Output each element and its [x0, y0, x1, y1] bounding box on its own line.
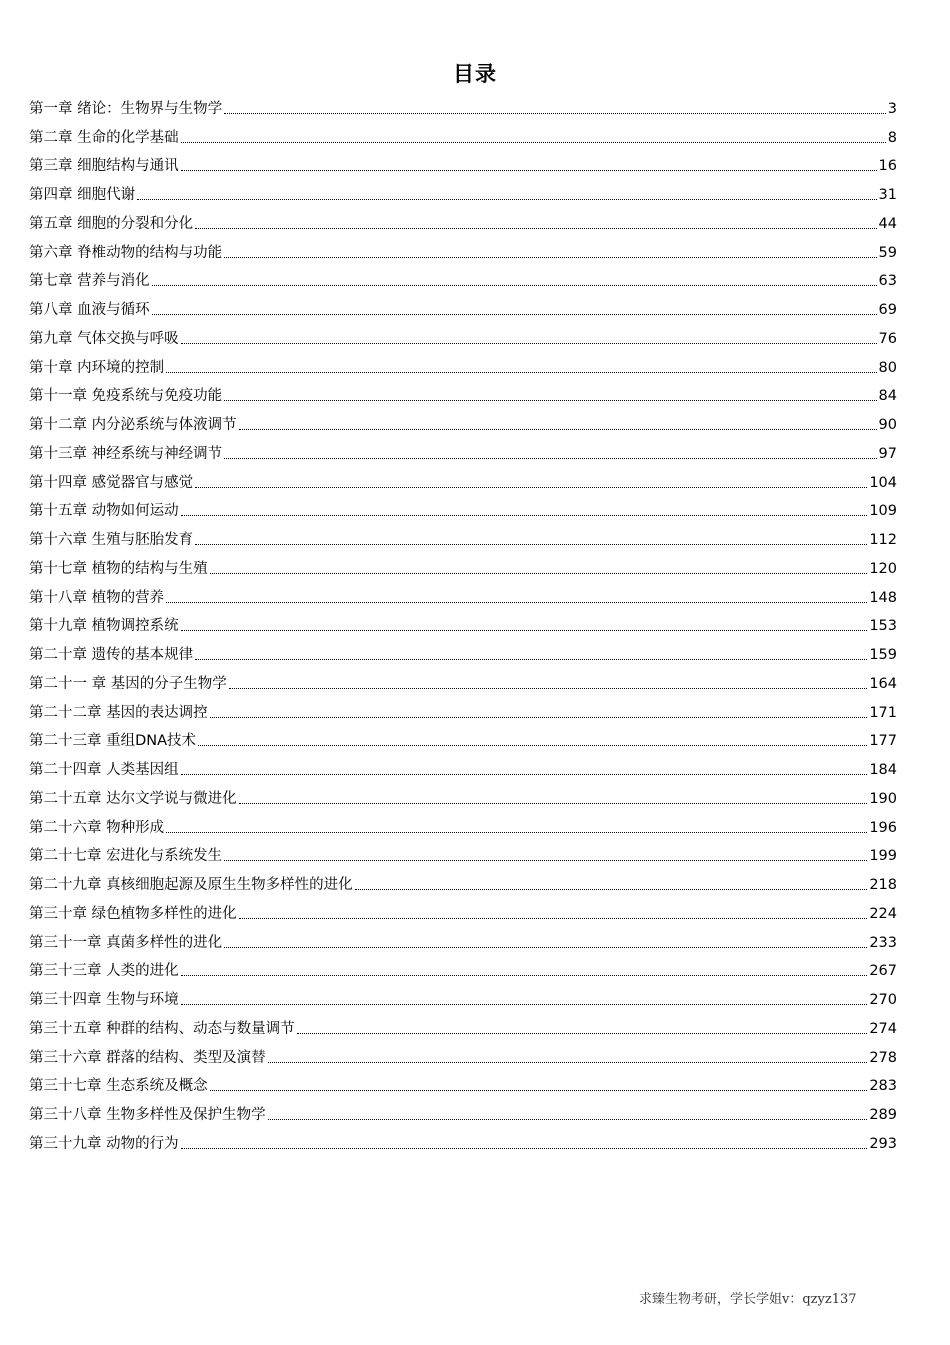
toc-entry-label: 第十六章 生殖与胚胎发育: [29, 532, 194, 548]
toc-entry[interactable]: [29, 579, 897, 608]
toc-dot-leader: [152, 285, 877, 286]
toc-entry-label: 第十八章 植物的营养: [29, 589, 165, 606]
toc-dot-leader: [239, 803, 868, 804]
toc-entry[interactable]: [29, 90, 897, 119]
toc-entry[interactable]: [29, 1068, 897, 1097]
toc-entry[interactable]: [29, 866, 897, 895]
toc-entry-page-number: 44: [878, 215, 897, 232]
toc-entry-page-number: 171: [869, 704, 897, 721]
toc-entry[interactable]: [29, 435, 897, 464]
toc-dot-leader: [181, 1004, 868, 1005]
toc-entry-label: 第六章 脊椎动物的结构与功能: [29, 244, 223, 261]
toc-entry[interactable]: [29, 493, 897, 522]
toc-entry-label: 第三十八章 生物多样性及保护生物学: [29, 1107, 266, 1123]
toc-dot-leader: [297, 1033, 868, 1034]
toc-entry-label: 第二十三章 重组DNA技术: [29, 733, 197, 750]
toc-entry[interactable]: [29, 148, 897, 177]
toc-entry-label: 第二十九章 真核细胞起源及原生生物多样性的进化: [29, 877, 353, 893]
toc-entry-page-number: 31: [878, 187, 897, 203]
toc-entry-label: 第十七章 植物的结构与生殖: [29, 560, 208, 577]
toc-entry[interactable]: [29, 694, 897, 723]
page-title: 目录: [453, 62, 497, 86]
toc-entry[interactable]: [29, 981, 897, 1010]
toc-entry[interactable]: [29, 205, 897, 234]
toc-entry[interactable]: [29, 1125, 897, 1154]
toc-entry-label: 第四章 细胞代谢: [29, 187, 136, 203]
toc-entry-label: 第三十四章 生物与环境: [29, 992, 179, 1008]
toc-entry-page-number: 109: [869, 503, 897, 520]
toc-entry-page-number: 97: [878, 445, 897, 462]
toc-dot-leader: [152, 314, 877, 315]
toc-entry-label: 第五章 细胞的分裂和分化: [29, 215, 194, 232]
toc-dot-leader: [239, 918, 868, 919]
toc-dot-leader: [166, 372, 876, 373]
toc-entry[interactable]: [29, 665, 897, 694]
toc-entry-label: 第二十四章 人类基因组: [29, 762, 179, 778]
toc-entry[interactable]: [29, 378, 897, 407]
toc-dot-leader: [137, 199, 876, 200]
toc-entry-page-number: 177: [869, 733, 897, 750]
toc-entry-label: 第三十一章 真菌多样性的进化: [29, 934, 223, 951]
toc-entry[interactable]: [29, 550, 897, 579]
toc-entry-page-number: 159: [869, 647, 897, 663]
toc-entry-page-number: 112: [869, 532, 897, 548]
toc-entry-page-number: 16: [878, 158, 897, 175]
toc-entry-page-number: 80: [878, 359, 897, 376]
toc-dot-leader: [268, 1119, 868, 1120]
toc-dot-leader: [195, 659, 867, 660]
toc-entry[interactable]: [29, 924, 897, 953]
toc-entry[interactable]: [29, 723, 897, 752]
toc-entry-label: 第二十章 遗传的基本规律: [29, 647, 194, 663]
toc-entry[interactable]: [29, 751, 897, 780]
toc-entry-page-number: 196: [869, 819, 897, 836]
toc-dot-leader: [195, 544, 867, 545]
toc-entry-label: 第十二章 内分泌系统与体液调节: [29, 417, 237, 433]
toc-dot-leader: [210, 717, 868, 718]
toc-dot-leader: [195, 487, 867, 488]
toc-entry-label: 第十五章 动物如何运动: [29, 503, 179, 520]
toc-entry[interactable]: [29, 521, 897, 550]
toc-entry-page-number: 76: [878, 330, 897, 347]
toc-entry-page-number: 153: [869, 618, 897, 635]
toc-entry-page-number: 120: [869, 560, 897, 577]
toc-entry-label: 第三十七章 生态系统及概念: [29, 1078, 208, 1095]
toc-entry-label: 第二十七章 宏进化与系统发生: [29, 848, 223, 865]
toc-dot-leader: [224, 458, 876, 459]
toc-dot-leader: [181, 142, 886, 143]
toc-entry-label: 第十九章 植物调控系统: [29, 618, 179, 635]
toc-entry-page-number: 199: [869, 848, 897, 865]
toc-entry-label: 第二十二章 基因的表达调控: [29, 704, 208, 721]
toc-entry-page-number: 148: [869, 589, 897, 606]
footer-watermark: 求臻生物考研，学长学姐v：qzyz137: [639, 1292, 857, 1307]
toc-entry[interactable]: [29, 608, 897, 637]
toc-entry-page-number: 104: [869, 474, 897, 491]
toc-dot-leader: [181, 343, 877, 344]
toc-entry-page-number: 59: [878, 244, 897, 261]
toc-entry-label: 第十章 内环境的控制: [29, 359, 165, 376]
toc-dot-leader: [224, 400, 876, 401]
toc-entry-label: 第一章 绪论：生物界与生物学: [29, 100, 223, 117]
toc-dot-leader: [224, 113, 886, 114]
toc-entry-page-number: 233: [869, 934, 897, 951]
toc-entry-page-number: 289: [869, 1107, 897, 1123]
toc-entry-page-number: 84: [878, 388, 897, 405]
toc-entry[interactable]: [29, 1039, 897, 1068]
toc-entry-label: 第三章 细胞结构与通讯: [29, 158, 179, 175]
toc-entry-page-number: 190: [869, 790, 897, 807]
toc-entry-page-number: 278: [869, 1049, 897, 1066]
toc-entry[interactable]: [29, 119, 897, 148]
toc-entry-label: 第二章 生命的化学基础: [29, 129, 179, 146]
toc-dot-leader: [268, 1062, 868, 1063]
toc-entry[interactable]: [29, 291, 897, 320]
toc-dot-leader: [198, 745, 867, 746]
toc-entry-label: 第二十一 章 基因的分子生物学: [29, 675, 227, 692]
toc-entry[interactable]: [29, 263, 897, 292]
toc-dot-leader: [166, 602, 867, 603]
toc-entry-label: 第九章 气体交换与呼吸: [29, 330, 179, 347]
toc-entry[interactable]: [29, 636, 897, 665]
toc-dot-leader: [181, 630, 868, 631]
table-of-contents: [29, 90, 897, 1154]
toc-entry[interactable]: [29, 406, 897, 435]
toc-entry-label: 第三十五章 种群的结构、动态与数量调节: [29, 1020, 295, 1037]
toc-entry-page-number: 90: [878, 417, 897, 433]
toc-dot-leader: [224, 947, 867, 948]
toc-entry-page-number: 164: [869, 675, 897, 692]
toc-entry[interactable]: [29, 838, 897, 867]
toc-entry-label: 第三十六章 群落的结构、类型及演替: [29, 1049, 266, 1066]
toc-entry-label: 第二十六章 物种形成: [29, 819, 165, 836]
toc-entry-page-number: 8: [887, 129, 897, 146]
toc-entry-label: 第十四章 感觉器官与感觉: [29, 474, 194, 491]
toc-dot-leader: [210, 1090, 868, 1091]
toc-dot-leader: [229, 688, 868, 689]
toc-entry[interactable]: [29, 176, 897, 205]
toc-dot-leader: [181, 774, 868, 775]
toc-entry[interactable]: [29, 1096, 897, 1125]
toc-dot-leader: [181, 1148, 868, 1149]
toc-entry[interactable]: [29, 1010, 897, 1039]
toc-entry[interactable]: [29, 320, 897, 349]
toc-entry[interactable]: [29, 953, 897, 982]
toc-entry-page-number: 293: [869, 1135, 897, 1152]
toc-entry-label: 第七章 营养与消化: [29, 273, 150, 290]
toc-entry-page-number: 69: [878, 302, 897, 318]
toc-dot-leader: [166, 832, 867, 833]
toc-entry-page-number: 63: [878, 273, 897, 290]
toc-dot-leader: [224, 257, 876, 258]
toc-dot-leader: [181, 975, 868, 976]
toc-dot-leader: [355, 889, 868, 890]
toc-entry[interactable]: [29, 464, 897, 493]
toc-entry-label: 第三十三章 人类的进化: [29, 963, 179, 980]
toc-entry-label: 第十三章 神经系统与神经调节: [29, 445, 223, 462]
toc-entry-label: 第二十五章 达尔文学说与微进化: [29, 790, 237, 807]
toc-entry-label: 第八章 血液与循环: [29, 302, 150, 318]
toc-dot-leader: [224, 860, 867, 861]
toc-entry-page-number: 274: [869, 1020, 897, 1037]
toc-entry-page-number: 270: [869, 992, 897, 1008]
toc-entry[interactable]: [29, 349, 897, 378]
toc-entry-page-number: 184: [869, 762, 897, 778]
toc-dot-leader: [195, 228, 876, 229]
toc-entry-label: 第十一章 免疫系统与免疫功能: [29, 388, 223, 405]
toc-entry-label: 第三十章 绿色植物多样性的进化: [29, 905, 237, 922]
toc-entry[interactable]: [29, 809, 897, 838]
toc-entry[interactable]: [29, 234, 897, 263]
toc-entry-label: 第三十九章 动物的行为: [29, 1135, 179, 1152]
toc-dot-leader: [181, 515, 868, 516]
toc-entry-page-number: 3: [887, 100, 897, 117]
toc-entry-page-number: 218: [869, 877, 897, 893]
toc-dot-leader: [210, 573, 868, 574]
toc-entry[interactable]: [29, 780, 897, 809]
toc-entry[interactable]: [29, 895, 897, 924]
toc-entry-page-number: 267: [869, 963, 897, 980]
toc-entry-page-number: 224: [869, 905, 897, 922]
toc-dot-leader: [181, 170, 877, 171]
toc-dot-leader: [239, 429, 877, 430]
toc-entry-page-number: 283: [869, 1078, 897, 1095]
